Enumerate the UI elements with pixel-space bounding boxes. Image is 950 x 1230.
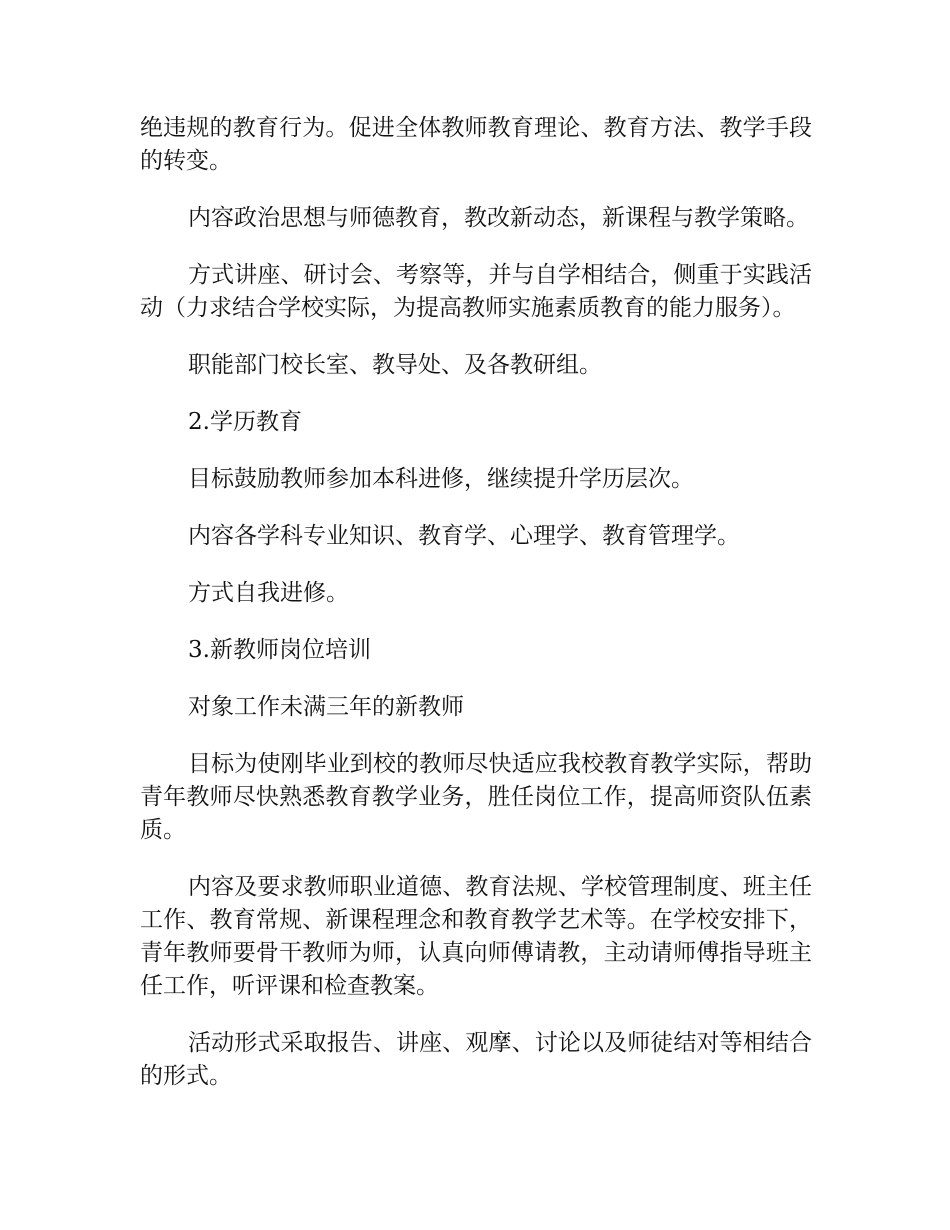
paragraph-continuation: 绝违规的教育行为。促进全体教师教育理论、教育方法、教学手段的转变。 [140, 115, 812, 174]
section-heading-degree-education: 2.学历教育 [188, 409, 302, 435]
paragraph-training-goal: 目标为使刚毕业到校的教师尽快适应我校教育教学实际，帮助青年教师尽快熟悉教育教学业务，胜任岗位工作，提高师资队伍素质。 [140, 751, 812, 843]
paragraph-content-political: 内容政治思想与师德教育，教改新动态，新课程与教学策略。 [188, 205, 809, 231]
paragraph-departments: 职能部门校长室、教导处、及各教研组。 [188, 352, 602, 378]
section-heading-new-teacher-training: 3.新教师岗位培训 [188, 637, 371, 663]
document-page [140, 112, 812, 1117]
paragraph-method-lectures: 方式讲座、研讨会、考察等，并与自学相结合，侧重于实践活动（力求结合学校实际，为提高教师实施素质教育的能力服务）。 [140, 262, 812, 321]
paragraph-degree-content: 内容各学科专业知识、教育学、心理学、教育管理学。 [188, 523, 740, 549]
paragraph-degree-method: 方式自我进修。 [188, 580, 349, 606]
paragraph-activity-form: 活动形式采取报告、讲座、观摩、讨论以及师徒结对等相结合的形式。 [140, 1030, 812, 1089]
paragraph-training-content: 内容及要求教师职业道德、教育法规、学校管理制度、班主任工作、教育常规、新课程理念和教育教学艺术等。在学校安排下，青年教师要骨干教师为师，认真向师傅请教，主动请师傅指导班主任工作，听评课和检查教案。 [140, 874, 812, 999]
paragraph-target-audience: 对象工作未满三年的新教师 [188, 694, 464, 720]
paragraph-degree-goal: 目标鼓励教师参加本科进修，继续提升学历层次。 [188, 466, 694, 492]
